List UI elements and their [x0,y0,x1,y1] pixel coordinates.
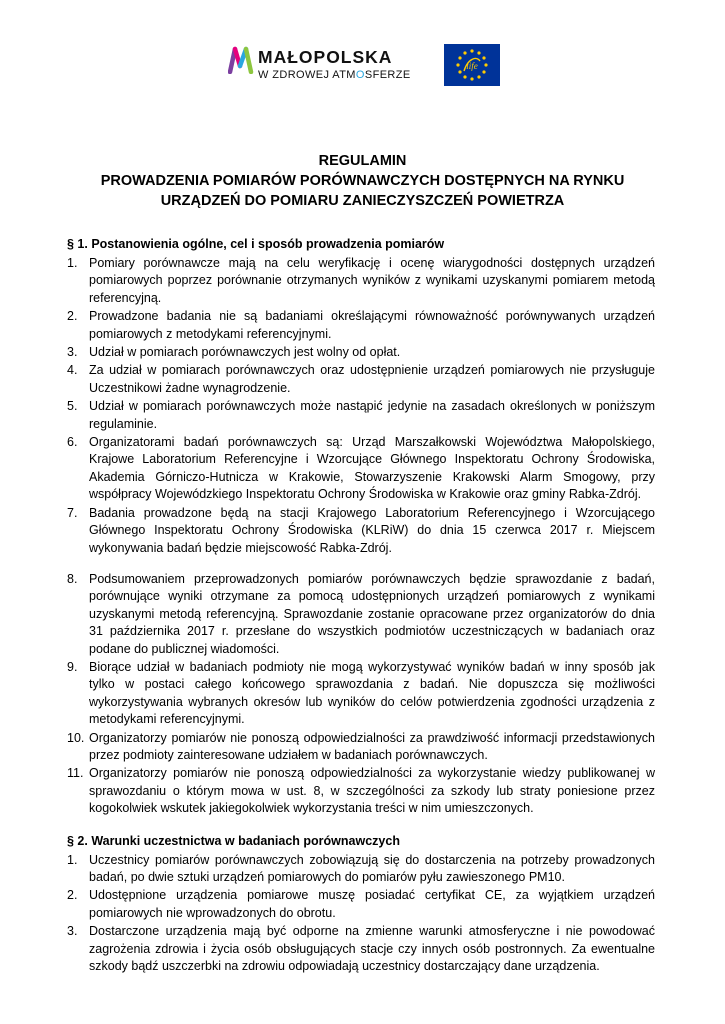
document-title [60,151,665,211]
list-item: 3. Udział w pomiarach porównawczych jest wolny od opłat. [67,345,401,360]
title-line-3: URZĄDZEŃ DO POMIARU ZANIECZYSZCZEŃ POWIETRZA [160,193,565,209]
malopolska-m-icon [228,46,254,74]
list-item: 7. Badania prowadzone będą na stacji Krajowego Laboratorium Referencyjnego i Wzorcującego Głównego Inspektoratu Ochrony Środowiska (KLRiW) do dnia 15 czerwca 2017 r. Miejscem wykonywania badań będzie miejscowość Rabka-Zdrój. [67,505,655,555]
title-line-1: REGULAMIN [318,153,407,169]
list-item: 8. Podsumowaniem przeprowadzonych pomiarów porównawczych będzie sprawozdanie z badań, porównujące wyniki otrzymane za pomocą udostępnionych urządzeń pomiarowych z wynikami uzyskanymi metodą referencyjną. Sprawozdanie zostanie opracowane przez organizatorów do dnia 31 października 2017 r. przesłane do wszystkich podmiotów uczestniczących w badaniach oraz podane do publicznej wiadomości. [67,571,655,656]
list-item: 4. Za udział w pomiarach porównawczych oraz udostępnienie urządzeń pomiarowych nie przysługuje Uczestnikowi żadne wynagrodzenie. [67,363,655,395]
logo-subtitle: W ZDROWEJ ATMOSFERZE [258,69,411,81]
list-item: 2. Udostępnione urządzenia pomiarowe muszę posiadać certyfikat CE, za wyjątkiem urządzeń pomiarowych nie wprowadzonych do obrotu. [67,888,655,920]
list-item: 11. Organizatorzy pomiarów nie ponoszą odpowiedzialności za wykorzystanie wiedzy publikowanej w sprawozdaniu o którym mowa w ust. 8, w szczególności za szkody lub straty poniesione przez kogokolwiek wskutek jakiegokolwiek wykorzystania treści w nim umieszczonych. [67,766,655,816]
list-item: 9. Biorące udział w badaniach podmioty nie mogą wykorzystywać wyników badań w inny sposób jak tylko w postaci całego końcowego sprawozdania z badań. Nie dopuszcza się możliwości wykorzystywania wybranych okresów lub wyników do celów potwierdzenia zgodności urządzenia z metodykami referencyjnymi. [67,659,655,727]
eu-logo-text: life [466,61,478,71]
section-2-list [67,852,655,976]
list-item: 3. Dostarczone urządzenia mają być odporne na zmienne warunki atmosferyczne i nie powodować zagrożenia zdrowia i życia osób obsługujących stacje czy innych osób postronnych. Za ewentualne szkody bądź uszczerbki na zdrowiu odpowiadają uczestnicy dostarczający dane urządzenia. [67,924,655,974]
header-logos [228,44,500,88]
eu-life-logo-icon [444,44,500,86]
section-1-list [67,255,655,818]
section-1-heading: § 1. Postanowienia ogólne, cel i sposób prowadzenia pomiarów [67,237,445,251]
list-item: 5. Udział w pomiarach porównawczych może nastąpić jedynie na zasadach określonych w poniższym regulaminie. [67,399,655,431]
section-2-heading: § 2. Warunki uczestnictwa w badaniach porównawczych [67,833,400,848]
list-item: 1. Pomiary porównawcze mają na celu weryfikację i ocenę wiarygodności dostępnych urządzeń pomiarowych poprzez porównanie otrzymanych wyników z wynikami uzyskanymi pomiarem metodą referencyjną. [67,256,655,305]
list-item: 10. Organizatorzy pomiarów nie ponoszą odpowiedzialności za prawdziwość informacji przedstawionych przez podmioty zainteresowane udziałem w badaniach porównawczych. [67,730,655,762]
title-line-2: PROWADZENIA POMIARÓW PORÓWNAWCZYCH DOSTĘPNYCH NA RYNKU [100,173,625,189]
logo-title: MAŁOPOLSKA [258,47,393,67]
document-body [67,236,655,975]
malopolska-logo [228,44,428,88]
list-item: 1. Uczestnicy pomiarów porównawczych zobowiązują się do dostarczenia na potrzeby prowadzonych badań, po dwie sztuki urządzeń pomiarowych do pomiarów pyłu zawieszonego PM10. [67,852,655,884]
list-item: 6. Organizatorami badań porównawczych są: Urząd Marszałkowski Województwa Małopolskiego, Krajowe Laboratorium Referencyjne i Wzorcujące Głównego Inspektoratu Ochrony Środowiska, Akademia Górniczo-Hutnicza w Krakowie, Stowarzyszenie Krakowski Alarm Smogowy, przy współpracy Wojewódzkiego Inspektoratu Ochrony Środowiska w Krakowie oraz gminy Rabka-Zdrój. [67,435,655,502]
list-item: 2. Prowadzone badania nie są badaniami określającymi równoważność porównywanych urządzeń pomiarowych z metodykami referencyjnymi. [67,309,655,341]
